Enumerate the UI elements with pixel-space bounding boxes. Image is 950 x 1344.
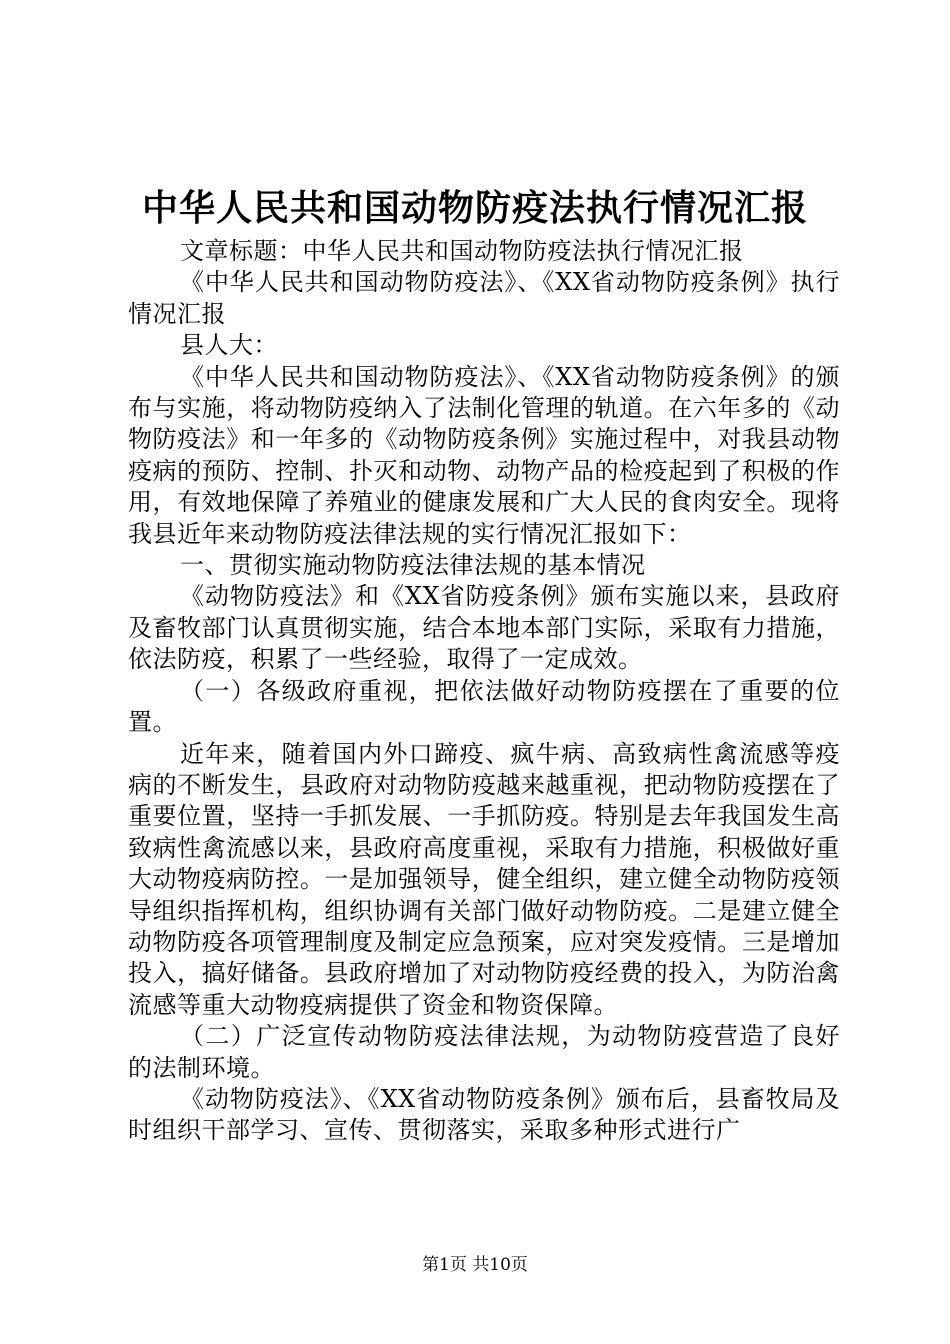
paragraph-subsection-1: 近年来，随着国内外口蹄疫、疯牛病、高致病性禽流感等疫病的不断发生，县政府对动物防疫越来越重视，把动物防疫摆在了重要位置，坚持一手抓发展、一手抓防疫。特别是去年我国发生高致病性禽流感以来，县政府高度重视，采取有力措施，积极做好重大动物疫病防控。一是加强领导，健全组织，建立健全动物防疫领导组织指挥机构，组织协调有关部门做好动物防疫。二是建立健全动物防疫各项管理制度及制定应急预案，应对突发疫情。三是增加投入，搞好储备。县政府增加了对动物防疫经费的投入，为防治禽流感等重大动物疫病提供了资金和物资保障。 xyxy=(128,739,840,1019)
paragraph-section-1: 《动物防疫法》和《XX省防疫条例》颁布实施以来，县政府及畜牧部门认真贯彻实施，结合本地本部门实际，采取有力措施，依法防疫，积累了一些经验，取得了一定成效。 xyxy=(128,582,840,674)
paragraph-salutation: 县人大： xyxy=(180,331,278,360)
paragraph-intro: 《中华人民共和国动物防疫法》、《XX省动物防疫条例》的颁布与实施，将动物防疫纳入了法制化管理的轨道。在六年多的《动物防疫法》和一年多的《动物防疫条例》实施过程中，对我县动物疫病的预防、控制、扑灭和动物、动物产品的检疫起到了积极的作用，有效地保障了养殖业的健康发展和广大人民的食肉安全。现将我县近年来动物防疫法律法规的实行情况汇报如下： xyxy=(128,362,840,548)
page-footer: 第1页 共10页 xyxy=(422,1255,528,1275)
subsection-heading-2: （二）广泛宣传动物防疫法律法规，为动物防疫营造了良好的法制环境。 xyxy=(128,1022,840,1082)
subsection-heading-1: （一）各级政府重视，把依法做好动物防疫摆在了重要的位置。 xyxy=(128,676,840,737)
paragraph-article-title: 文章标题：中华人民共和国动物防疫法执行情况汇报 xyxy=(180,237,744,265)
paragraph-report-heading: 《中华人民共和国动物防疫法》、《XX省动物防疫条例》执行情况汇报 xyxy=(128,268,840,328)
document-body xyxy=(128,236,840,1147)
document-title: 中华人民共和国动物防疫法执行情况汇报 xyxy=(141,187,808,229)
section-heading-1: 一、贯彻实施动物防疫法律法规的基本情况 xyxy=(180,551,646,580)
paragraph-subsection-2: 《动物防疫法》、《XX省动物防疫条例》颁布后，县畜牧局及时组织干部学习、宣传、贯彻落实，采取多种形式进行广 xyxy=(128,1084,840,1145)
